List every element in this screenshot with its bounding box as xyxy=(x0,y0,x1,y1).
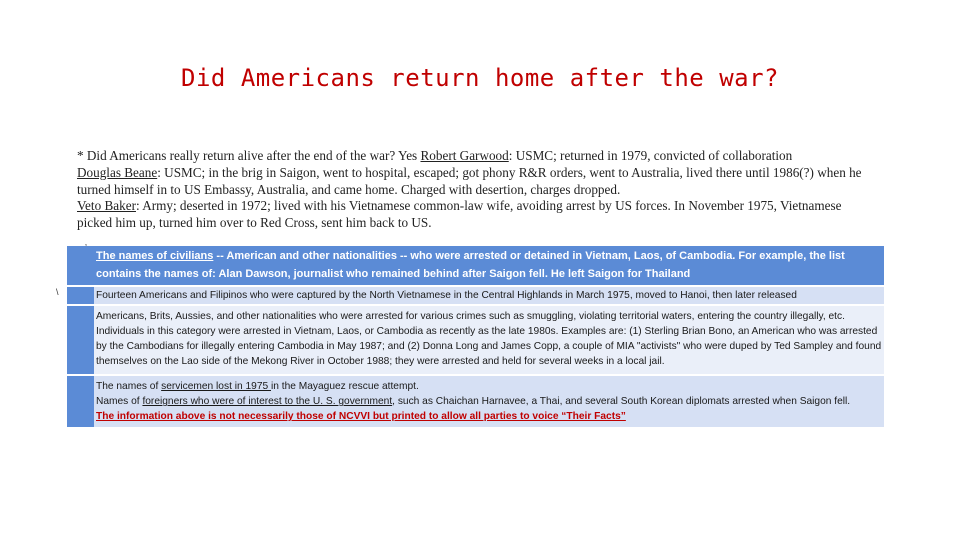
table-cell: Fourteen Americans and Filipinos who were captured by the North Vietnamese in the Central Highlands in March 1975, moved to Hanoi, then later released xyxy=(94,287,884,304)
garwood-name: Robert Garwood xyxy=(420,148,509,163)
civilians-link[interactable]: The names of civilians xyxy=(96,250,214,262)
row3-suffix: in the Mayaguez rescue attempt. xyxy=(270,381,419,392)
header-text: -- American and other nationalities -- who were arrested or detained in Vietnam, Laos, of Cambodia. For example, the list contains the names of: Alan Dawson, journalist who remained behind after Saigon fell. He left Saigon for Thailand xyxy=(96,250,845,280)
row3-line2-suffix: , such as Chaichan Harnavee, a Thai, and several South Korean diplomats arrested when Saigon fell. xyxy=(392,396,851,408)
row-gutter xyxy=(67,246,94,285)
intro-paragraph xyxy=(77,148,877,232)
table-cell xyxy=(94,376,884,427)
row-gutter xyxy=(67,376,94,427)
row3-prefix: The names of xyxy=(96,381,162,392)
table-cell: Americans, Brits, Aussies, and other nationalities who were arrested for various crimes such as smuggling, violating territorial waters, entering the country illegally, etc. Individuals in this category were arrested in Vietnam, Laos, or Cambodia as recently as the late 1980s. Examples are: (1) Sterling Brian Bono, an American who was arrested by the Cambodians for illegally entering Cambodia in May 1987; and (2) Donna Long and James Copp, a couple of MIA "activists" who were duped by Ted Sampley and found themselves on the Lao side of the Mekong River in October 1988; they were arrested and held for several weeks in a local jail. xyxy=(94,306,884,374)
garwood-text: : USMC; returned in 1979, convicted of collaboration xyxy=(508,148,793,163)
table-header-row xyxy=(67,246,884,285)
foreigners-link[interactable]: foreigners who were of interest to the U. S. government xyxy=(142,396,393,408)
intro-line1-prefix: * Did Americans really return alive after the end of the war? Yes xyxy=(77,148,421,163)
servicemen-link[interactable]: servicemen lost in 1975 xyxy=(161,381,271,392)
table-row xyxy=(67,285,884,304)
baker-text: : Army; deserted in 1972; lived with his Vietnamese common-law wife, avoiding arrest by US forces. In November 1975, Vietnamese picked him up, turned him over to Red Cross, sent him back to US. xyxy=(77,198,842,231)
table-row xyxy=(67,374,884,427)
baker-name: Veto Baker xyxy=(77,198,136,214)
intro-text xyxy=(77,148,877,232)
table-header-cell xyxy=(94,246,884,285)
table-row xyxy=(67,304,884,374)
row-gutter xyxy=(67,306,94,374)
beane-text: : USMC; in the brig in Saigon, went to hospital, escaped; got phony R&R orders, went to Australia, lived there until 1986(?) when he turned himself in to US Embassy, Australia, and came home. Charged with desertion, charges dropped. xyxy=(77,164,862,197)
row-marker-left: \ xyxy=(56,287,59,297)
civilians-table xyxy=(67,246,884,427)
row3-line2-prefix: Names of xyxy=(96,396,143,408)
page-title: Did Americans return home after the war? xyxy=(181,64,779,92)
row-gutter xyxy=(67,287,94,304)
disclaimer-note: The information above is not necessarily those of NCVVI but printed to allow all parties to voice “Their Facts” xyxy=(96,411,626,423)
beane-name: Douglas Beane xyxy=(77,164,158,180)
